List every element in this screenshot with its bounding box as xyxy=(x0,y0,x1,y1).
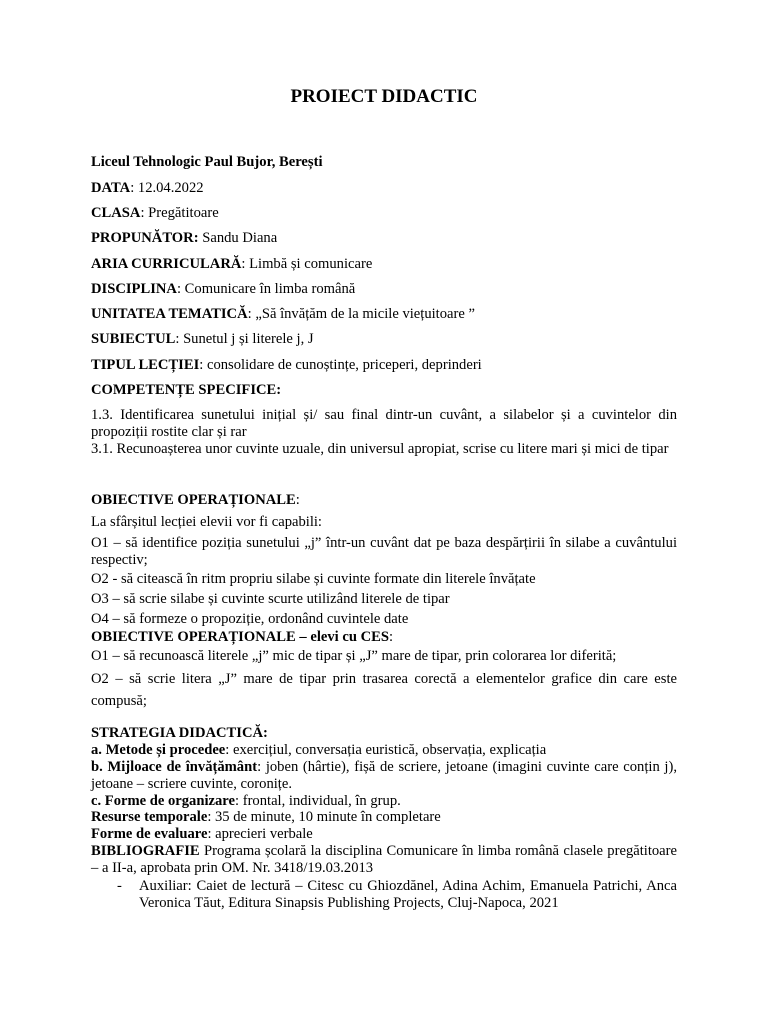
field-value: 12.04.2022 xyxy=(137,180,204,196)
field-value: Sandu Diana xyxy=(202,230,278,246)
field-label: DATA xyxy=(91,180,131,196)
strategia-label: b. Mijloace de învățământ xyxy=(91,759,258,775)
strategia-value: : aprecieri verbale xyxy=(207,826,313,842)
auxiliar-text: Auxiliar: Caiet de lectură – Citesc cu Ghiozdănel, Adina Achim, Emanuela Patrichi, Anca Veronica Tăut, Editura Sinapsis Publishing Projects, Cluj-Napoca, 2021 xyxy=(139,878,677,911)
strategia-heading: STRATEGIA DIDACTICĂ: xyxy=(91,725,268,741)
strategia-resurse xyxy=(91,809,441,826)
bibliografie-label: BIBLIOGRAFIE xyxy=(91,843,200,859)
school-name: Liceul Tehnologic Paul Bujor, Berești xyxy=(91,154,323,170)
strategia-label: Forme de evaluare xyxy=(91,826,208,842)
field-label: TIPUL LECȚIEI xyxy=(91,357,200,373)
obiective-ces-heading-suffix: : xyxy=(389,629,394,645)
bullet-dash: - xyxy=(117,878,122,894)
strategia-metode xyxy=(91,742,546,759)
field-value: Pregătitoare xyxy=(148,205,219,221)
strategia-value: : 35 de minute, 10 minute în completare xyxy=(207,809,441,825)
field-clasa xyxy=(91,205,219,222)
obiective-heading xyxy=(91,492,300,509)
field-sep: : xyxy=(176,281,185,297)
field-data xyxy=(91,180,204,197)
obiectiv-ces-item: O2 – să scrie litera „J” mare de tipar prin trasarea corectă a elementelor grafice din care este compusă; xyxy=(91,671,677,709)
obiectiv-item: O3 – să scrie silabe și cuvinte scurte utilizând literele de tipar xyxy=(91,591,450,607)
strategia-value: : exercițiul, conversația euristică, observația, explicația xyxy=(225,742,547,758)
competenta-item: 3.1. Recunoașterea unor cuvinte uzuale, din universul apropiat, scrise cu litere mari și mici de tipar xyxy=(91,441,669,457)
obiective-ces-heading xyxy=(91,629,393,646)
field-label: ARIA CURRICULARĂ xyxy=(91,256,242,272)
field-unitatea-tematica xyxy=(91,306,475,323)
field-label: CLASA xyxy=(91,205,141,221)
field-propunator xyxy=(91,230,277,247)
bibliografie xyxy=(91,843,677,877)
field-label: SUBIECTUL xyxy=(91,331,176,347)
competenta-item: 1.3. Identificarea sunetului inițial și/ sau final dintr-un cuvânt, a silabelor și a cuvintelor din propoziții rostite clar și rar xyxy=(91,407,677,440)
strategia-value: : frontal, individual, în grup. xyxy=(235,793,401,809)
field-sep: : xyxy=(130,180,138,196)
field-tipul-lectiei xyxy=(91,357,482,374)
strategia-mijloace xyxy=(91,759,677,793)
field-label: PROPUNĂTOR: xyxy=(91,230,199,246)
obiectiv-item: O4 – să formeze o propoziție, ordonând cuvintele date xyxy=(91,611,409,627)
field-label: DISCIPLINA xyxy=(91,281,177,297)
field-value: „Să învățăm de la micile viețuitoare ” xyxy=(255,306,475,322)
field-aria-curriculara xyxy=(91,256,372,273)
document-title: PROIECT DIDACTIC xyxy=(290,86,478,107)
obiective-intro: La sfârșitul lecției elevii vor fi capabili: xyxy=(91,514,322,530)
field-subiectul xyxy=(91,331,314,348)
field-value: Limbă și comunicare xyxy=(249,256,373,272)
obiectiv-item: O2 - să citească în ritm propriu silabe și cuvinte formate din literele învățate xyxy=(91,571,536,587)
obiectiv-ces-item: O1 – să recunoască literele „j” mic de tipar și „J” mare de tipar, prin colorarea lor diferită; xyxy=(91,648,617,664)
strategia-evaluare xyxy=(91,826,313,843)
field-sep: : xyxy=(247,306,256,322)
strategia-value: : joben (hârtie), fișă de scriere, jetoane (imagini cuvinte care conțin j), jetoane – scriere cuvinte, coronițe. xyxy=(91,759,677,792)
field-label: UNITATEA TEMATICĂ xyxy=(91,306,248,322)
field-value: consolidare de cunoștințe, priceperi, deprinderi xyxy=(206,357,482,373)
strategia-label: c. Forme de organizare xyxy=(91,793,235,809)
bibliografie-value: Programa școlară la disciplina Comunicare în limba română clasele pregătitoare – a II-a, aprobata prin OM. Nr. 3418/19.03.2013 xyxy=(91,843,677,876)
obiective-heading-suffix: : xyxy=(295,492,300,508)
strategia-label: a. Metode și procedee xyxy=(91,742,226,758)
competente-heading: COMPETENȚE SPECIFICE: xyxy=(91,382,282,398)
obiective-heading-text: OBIECTIVE OPERAȚIONALE xyxy=(91,492,296,508)
field-disciplina xyxy=(91,281,355,298)
field-sep: : xyxy=(199,357,207,373)
field-sep: : xyxy=(175,331,184,347)
obiective-ces-heading-text: OBIECTIVE OPERAȚIONALE – elevi cu CES xyxy=(91,629,389,645)
strategia-forme-organizare xyxy=(91,793,401,810)
obiectiv-item: O1 – să identifice poziția sunetului „j” într-un cuvânt dat pe baza despărțirii în silabe a cuvântului respectiv; xyxy=(91,535,677,568)
field-sep: : xyxy=(140,205,149,221)
field-value: Sunetul j și literele j, J xyxy=(183,331,314,347)
strategia-label: Resurse temporale xyxy=(91,809,208,825)
field-sep: : xyxy=(241,256,250,272)
field-value: Comunicare în limba română xyxy=(184,281,356,297)
